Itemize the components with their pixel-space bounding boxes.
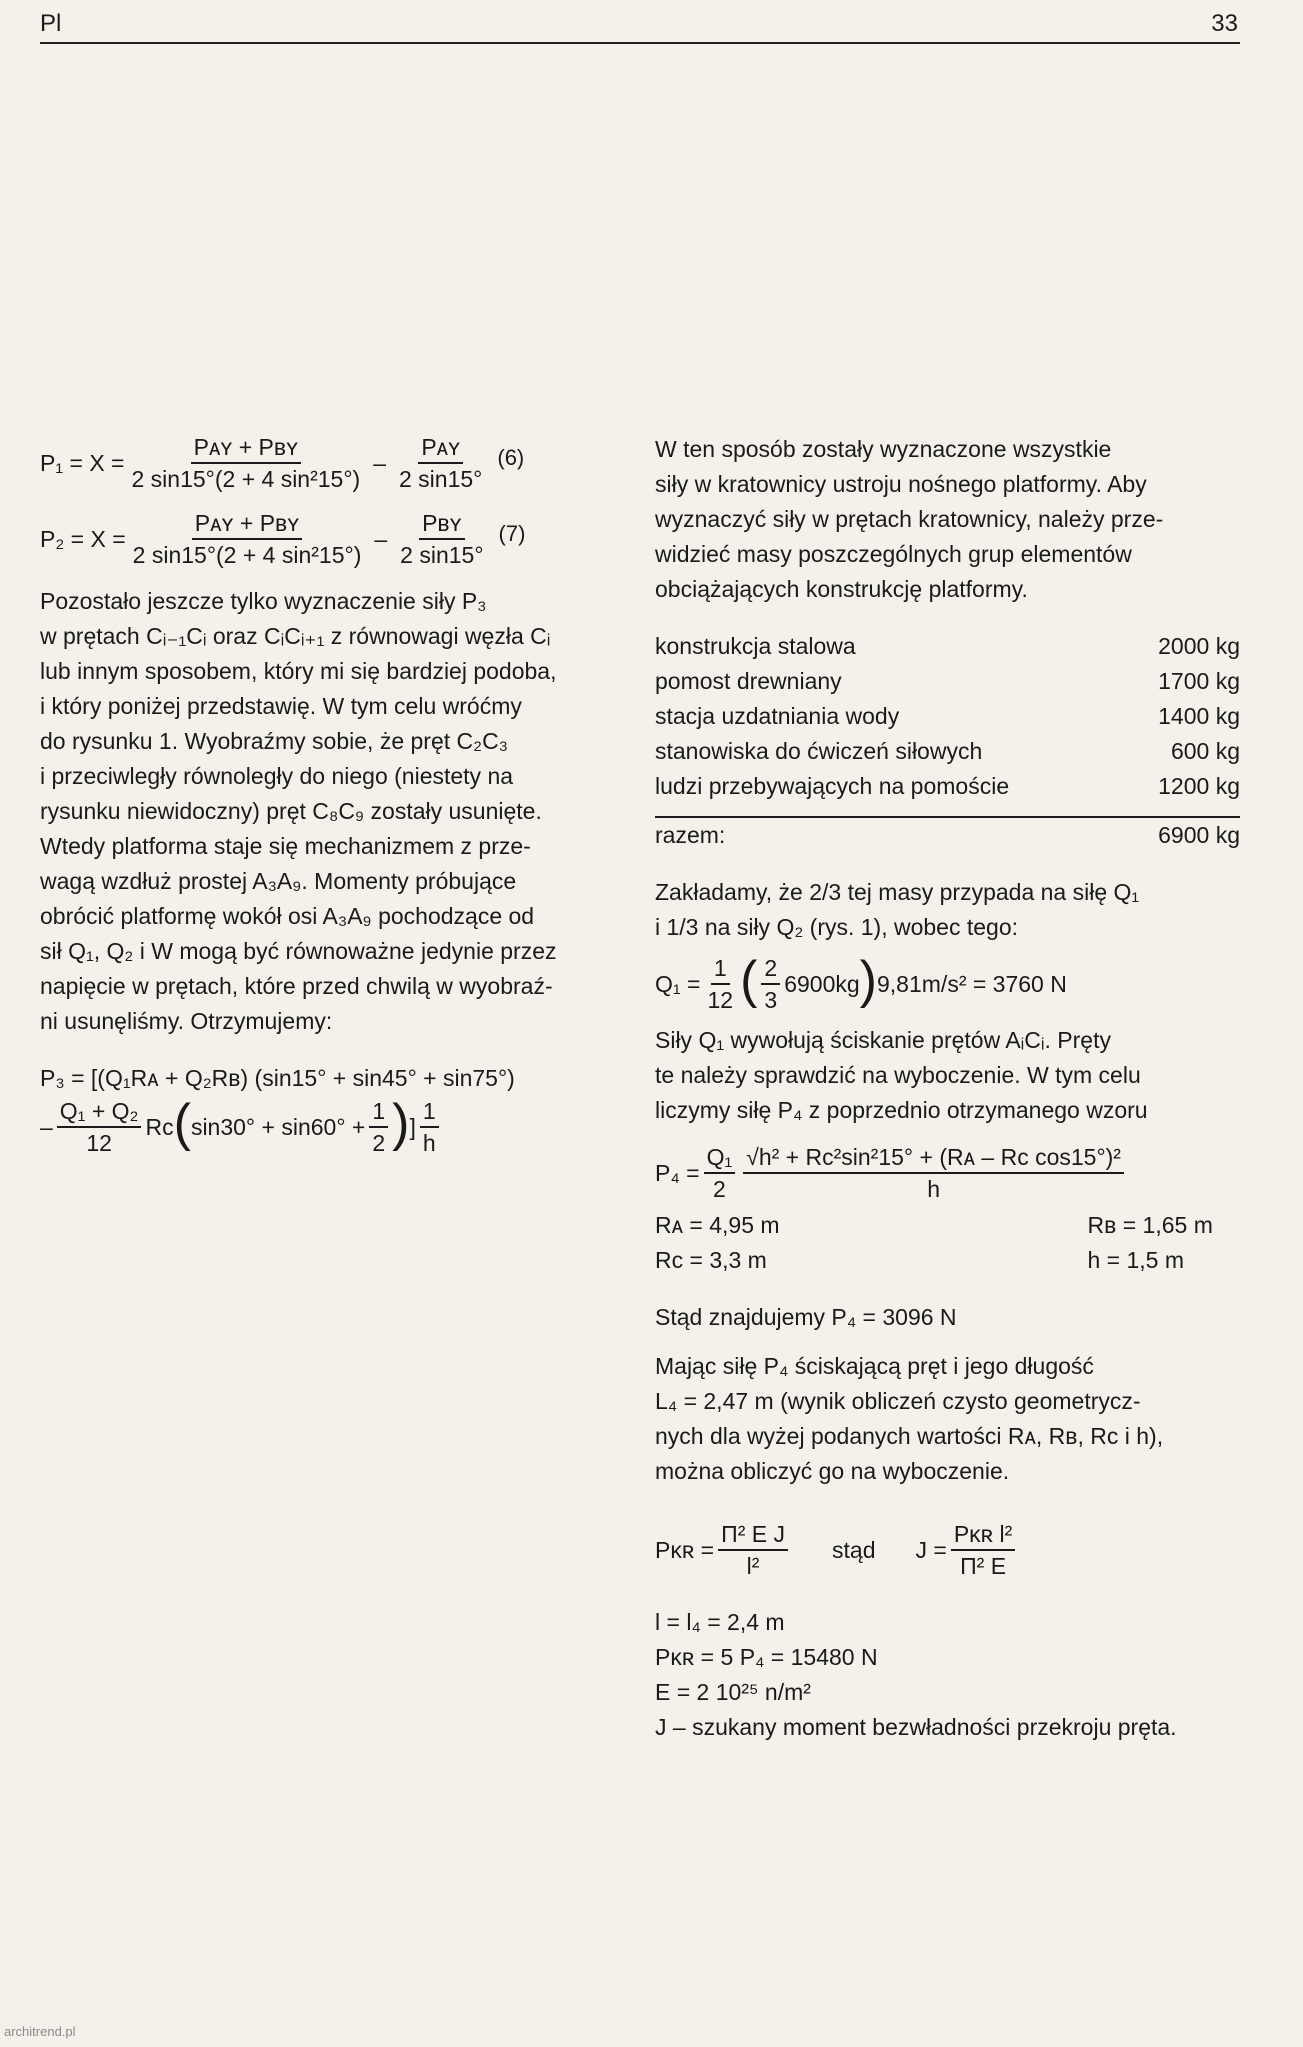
text-line: E = 2 10²⁵ n/m² [655, 1679, 811, 1705]
eq7-lhs: P₂ = X = [40, 525, 126, 552]
left-paren: ( [740, 951, 758, 1009]
equation-p3 [40, 1061, 625, 1158]
eq6-fraction-2 [396, 432, 485, 494]
euler-lhs: Pᴋʀ = [655, 1536, 715, 1563]
total-label: razem: [655, 822, 726, 848]
eq6-frac2-numerator: Pᴀʏ [418, 432, 463, 464]
mass-value: 2000 kg [1158, 633, 1240, 659]
p3-paragraph [40, 584, 625, 1039]
watermark: architrend.pl [4, 2024, 76, 2039]
euler-fraction-1 [718, 1519, 788, 1581]
p3-line-1: P₃ = [(Q₁Rᴀ + Q₂Rʙ) (sin15° + sin45° + sin75°) [40, 1065, 515, 1091]
mass-label: konstrukcja stalowa [655, 633, 856, 659]
p3-h-numerator: 1 [420, 1096, 439, 1128]
text-line: widzieć masy poszczególnych grup elementów [655, 541, 1132, 567]
mass-value: 1200 kg [1158, 773, 1240, 799]
value-rb: Rʙ = 1,65 m [1087, 1212, 1213, 1238]
text-line: obciążających konstrukcję platformy. [655, 576, 1028, 602]
eq6-number: (6) [497, 444, 525, 470]
page-number: 33 [1211, 10, 1238, 37]
text-line: ni usunęliśmy. Otrzymujemy: [40, 1008, 333, 1034]
p3-lead-minus: – [40, 1113, 53, 1140]
mass-value: 1700 kg [1158, 668, 1240, 694]
text-line: obrócić platformę wokół osi A₃A₉ pochodzące od [40, 903, 535, 929]
q1-f1-denominator: 12 [707, 987, 734, 1013]
text-line: w prętach Cᵢ₋₁Cᵢ oraz CᵢCᵢ₊₁ z równowagi węzła Cᵢ [40, 623, 551, 649]
p4-fraction-2 [743, 1142, 1124, 1204]
eq7-minus: – [374, 525, 388, 552]
definitions [655, 1605, 1240, 1745]
mass-label: stacja uzdatniania wody [655, 703, 900, 729]
q1-rest: 6900kg [784, 970, 860, 997]
text-line: rysunku niewidoczny) pręt C₈C₉ zostały usunięte. [40, 798, 542, 824]
q1-fraction-1 [704, 953, 736, 1015]
text-line: W ten sposób zostały wyznaczone wszystkie [655, 436, 1112, 462]
left-paren: ( [173, 1094, 191, 1152]
p3-half-denominator: 2 [372, 1130, 386, 1156]
value-rc: Rᴄ = 3,3 m [655, 1247, 767, 1273]
text-line: liczymy siłę P₄ z poprzednio otrzymanego wzoru [655, 1097, 1148, 1123]
text-line: Mając siłę P₄ ściskającą pręt i jego długość [655, 1353, 1094, 1379]
text-line: siły w kratownicy ustroju nośnego platformy. Aby [655, 471, 1147, 497]
table-row [655, 664, 1240, 699]
buckling-paragraph [655, 1023, 1240, 1128]
eq6-minus: – [373, 449, 386, 476]
eq7-frac1-numerator: Pᴀʏ + Pʙʏ [192, 508, 302, 540]
length-paragraph [655, 1349, 1240, 1489]
eq6-fraction-1 [128, 432, 363, 494]
q1-fraction-2 [761, 953, 780, 1015]
euler-mid: stąd [832, 1536, 876, 1563]
eq7-fraction-1 [130, 508, 365, 570]
eq6-frac1-numerator: Pᴀʏ + Pʙʏ [191, 432, 301, 464]
equation-p4 [655, 1142, 1240, 1204]
text-line: napięcie w prętach, które przed chwilą w wyobraź- [40, 973, 553, 999]
text-line: Siły Q₁ wywołują ściskanie prętów AᵢCᵢ. Pręty [655, 1027, 1111, 1053]
p4-f1-denominator: 2 [712, 1176, 726, 1202]
p3-line-2 [40, 1096, 625, 1158]
mass-label: stanowiska do ćwiczeń siłowych [655, 738, 983, 764]
text-line: wyznaczyć siły w prętach kratownicy, należy prze- [655, 506, 1164, 532]
text-line: te należy sprawdzić na wyboczenie. W tym celu [655, 1062, 1141, 1088]
header-rule [40, 42, 1240, 44]
value-h: h = 1,5 m [1087, 1247, 1185, 1273]
text-line: wagą wzdłuż prostej A₃A₉. Momenty próbujące [40, 868, 517, 894]
text-line: Wtedy platforma staje się mechanizmem z prze- [40, 833, 531, 859]
eq7-number: (7) [498, 520, 526, 546]
eq7-frac1-denominator: 2 sin15°(2 + 4 sin²15°) [132, 542, 362, 568]
equation-q1 [655, 953, 1240, 1015]
eq6-lhs: P₁ = X = [40, 449, 125, 476]
right-paren: ) [392, 1094, 410, 1152]
right-paren: ) [859, 951, 877, 1009]
p3-half-numerator: 1 [369, 1096, 388, 1128]
p3-fraction-h [420, 1096, 439, 1158]
text-line: Pozostało jeszcze tylko wyznaczenie siły P₃ [40, 588, 487, 614]
p4-f2-numerator: √h² + Rᴄ²sin²15° + (Rᴀ – Rᴄ cos15°)² [743, 1142, 1124, 1174]
table-row [655, 699, 1240, 734]
mass-value: 600 kg [1170, 738, 1240, 764]
p3-fraction-q-numerator: Q₁ + Q₂ [57, 1096, 142, 1128]
p3-fraction-q [57, 1096, 142, 1158]
assumption-paragraph [655, 875, 1240, 945]
parameter-values [655, 1208, 1240, 1278]
q1-f2-denominator: 3 [764, 987, 778, 1013]
equation-euler [655, 1519, 1240, 1581]
text-line: można obliczyć go na wyboczenie. [655, 1458, 1010, 1484]
text-line: lub innym sposobem, który mi się bardziej podoba, [40, 658, 557, 684]
right-column [655, 432, 1240, 1745]
text-line: i 1/3 na siły Q₂ (rys. 1), wobec tego: [655, 914, 1019, 940]
result-line: Stąd znajdujemy P₄ = 3096 N [655, 1304, 957, 1330]
p3-inner: sin30° + sin60° + [190, 1113, 366, 1140]
eq6-frac2-denominator: 2 sin15° [399, 466, 483, 492]
left-column [40, 432, 625, 1158]
text-line: nych dla wyżej podanych wartości Rᴀ, Rʙ, Rᴄ i h), [655, 1423, 1164, 1449]
mass-label: ludzi przebywających na pomoście [655, 773, 1010, 799]
p4-fraction-1 [704, 1142, 736, 1204]
page-header [40, 6, 1240, 46]
text-line: sił Q₁, Q₂ i W mogą być równoważne jedynie przez [40, 938, 557, 964]
sum-rule-row [655, 804, 1240, 818]
p4-f1-numerator: Q₁ [704, 1142, 736, 1174]
eq7-fraction-2 [397, 508, 486, 570]
text-line: i który poniżej przedstawię. W tym celu wróćmy [40, 693, 522, 719]
mass-table [655, 629, 1240, 853]
q1-f1-numerator: 1 [711, 953, 730, 985]
q1-tail: 9,81m/s² = 3760 N [877, 970, 1067, 997]
q1-f2-numerator: 2 [761, 953, 780, 985]
euler-f1-denominator: l² [746, 1553, 760, 1579]
equation-6 [40, 432, 625, 494]
p3-close-bracket: ] [409, 1113, 416, 1140]
text-line: Pᴋʀ = 5 P₄ = 15480 N [655, 1644, 878, 1670]
euler-fraction-2 [951, 1519, 1015, 1581]
p3-h-denominator: h [422, 1130, 436, 1156]
euler-f2-numerator: Pᴋʀ l² [951, 1519, 1015, 1551]
mass-label: pomost drewniany [655, 668, 842, 694]
running-head: Pl [40, 10, 62, 37]
equation-7 [40, 508, 625, 570]
text-line: i przeciwległy równoległy do niego (niestety na [40, 763, 514, 789]
text-line: J – szukany moment bezwładności przekroju pręta. [655, 1714, 1177, 1740]
p4-lhs: P₄ = [655, 1159, 700, 1186]
p4-f2-denominator: h [927, 1176, 940, 1202]
total-value: 6900 kg [1158, 822, 1240, 848]
mass-value: 1400 kg [1158, 703, 1240, 729]
eq7-frac2-numerator: Pʙʏ [419, 508, 465, 540]
eq6-frac1-denominator: 2 sin15°(2 + 4 sin²15°) [131, 466, 361, 492]
text-line: Zakładamy, że 2/3 tej masy przypada na siłę Q₁ [655, 879, 1140, 905]
text-line: l = l₄ = 2,4 m [655, 1609, 785, 1635]
q1-lhs: Q₁ = [655, 970, 701, 997]
text-line: do rysunku 1. Wyobraźmy sobie, że pręt C₂C₃ [40, 728, 509, 754]
value-ra: Rᴀ = 4,95 m [655, 1212, 780, 1238]
euler-f2-denominator: Π² E [960, 1553, 1007, 1579]
euler-rhs: J = [915, 1536, 947, 1563]
p3-rc: Rᴄ [145, 1113, 174, 1140]
intro-paragraph [655, 432, 1240, 607]
eq7-frac2-denominator: 2 sin15° [400, 542, 484, 568]
table-row [655, 769, 1240, 804]
total-row [655, 818, 1240, 853]
p3-fraction-q-denominator: 12 [86, 1130, 112, 1156]
euler-f1-numerator: Π² E J [718, 1519, 788, 1551]
p3-fraction-half [369, 1096, 388, 1158]
text-line: L₄ = 2,47 m (wynik obliczeń czysto geometrycz- [655, 1388, 1141, 1414]
table-row [655, 734, 1240, 769]
table-row [655, 629, 1240, 664]
